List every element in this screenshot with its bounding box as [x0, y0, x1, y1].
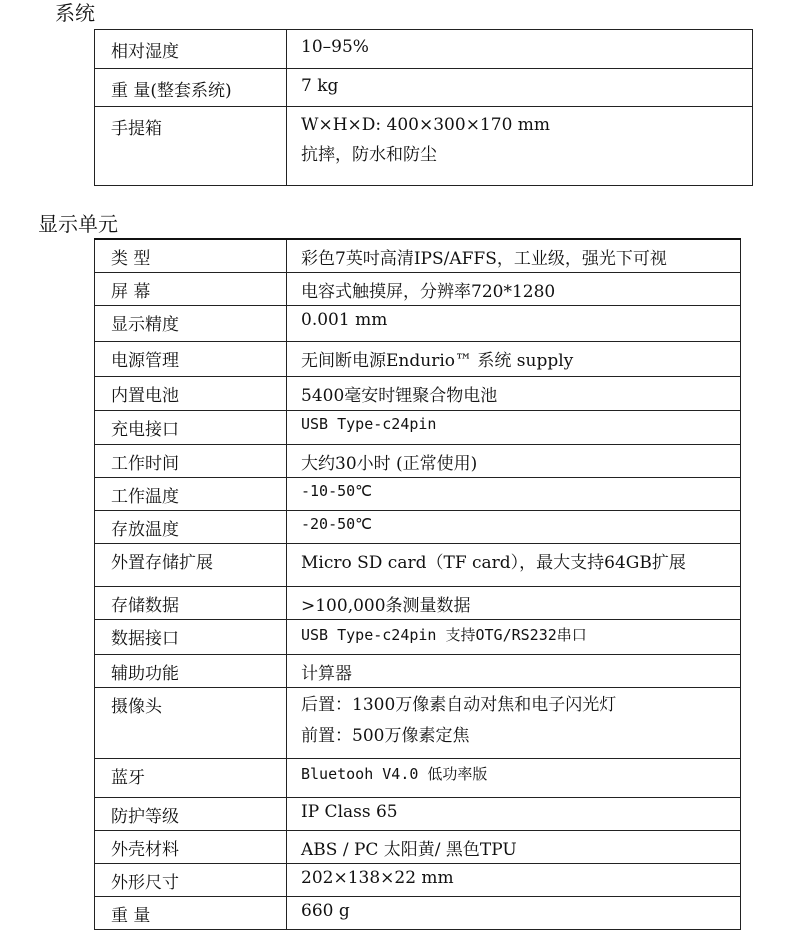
spec-key: 数据接口 — [95, 619, 287, 654]
spec-key: 充电接口 — [95, 410, 287, 444]
spec-value: 0.001 mm — [287, 305, 741, 341]
spec-value-line: 抗摔，防水和防尘 — [301, 145, 437, 165]
table-row — [95, 410, 741, 444]
table-row — [95, 272, 741, 305]
display-spec-table — [94, 238, 741, 930]
spec-value: USB Type-c24pin — [287, 410, 741, 444]
spec-key: 手提箱 — [95, 107, 287, 186]
table-row — [95, 896, 741, 929]
spec-key: 屏 幕 — [95, 272, 287, 305]
table-row — [95, 305, 741, 341]
table-row — [95, 30, 753, 69]
section-title-system: 系统 — [55, 1, 95, 25]
spec-value: 无间断电源Endurio™ 系统 supply — [287, 341, 741, 376]
spec-key: 重 量(整套系统) — [95, 69, 287, 107]
spec-value: USB Type-c24pin 支持OTG/RS232串口 — [287, 619, 741, 654]
table-row — [95, 341, 741, 376]
spec-key: 辅助功能 — [95, 654, 287, 687]
spec-key: 类 型 — [95, 239, 287, 272]
spec-value: >100,000条测量数据 — [287, 586, 741, 619]
spec-key: 相对湿度 — [95, 30, 287, 69]
spec-value: 660 g — [287, 896, 741, 929]
table-row — [95, 619, 741, 654]
spec-key: 外置存储扩展 — [95, 543, 287, 586]
spec-value: 计算器 — [287, 654, 741, 687]
table-row — [95, 586, 741, 619]
table-row — [95, 69, 753, 107]
spec-value: -20-50℃ — [287, 510, 741, 543]
spec-value: 电容式触摸屏，分辨率720*1280 — [287, 272, 741, 305]
spec-key: 外形尺寸 — [95, 863, 287, 896]
spec-value: Micro SD card（TF card），最大支持64GB扩展 — [287, 543, 741, 586]
spec-key: 蓝牙 — [95, 758, 287, 797]
table-row — [95, 510, 741, 543]
spec-value: 5400毫安时锂聚合物电池 — [287, 376, 741, 410]
spec-value: -10-50℃ — [287, 477, 741, 510]
spec-value: 202×138×22 mm — [287, 863, 741, 896]
spec-value-line: 后置：1300万像素自动对焦和电子闪光灯 — [301, 694, 617, 715]
table-row — [95, 654, 741, 687]
spec-value: 10–95% — [287, 30, 753, 69]
spec-key: 显示精度 — [95, 305, 287, 341]
spec-key: 存放温度 — [95, 510, 287, 543]
table-row — [95, 376, 741, 410]
spec-value: 7 kg — [287, 69, 753, 107]
table-row — [95, 758, 741, 797]
spec-value: IP Class 65 — [287, 797, 741, 830]
spec-key: 电源管理 — [95, 341, 287, 376]
table-row — [95, 107, 753, 186]
spec-value-line: W×H×D: 400×300×170 mm — [301, 115, 551, 135]
table-row — [95, 687, 741, 758]
table-row — [95, 543, 741, 586]
table-row — [95, 239, 741, 272]
table-row — [95, 863, 741, 896]
spec-value: ABS / PC 太阳黄/ 黑色TPU — [287, 830, 741, 863]
spec-value-line: 前置：500万像素定焦 — [301, 725, 470, 746]
spec-key: 重 量 — [95, 896, 287, 929]
spec-key: 工作时间 — [95, 444, 287, 477]
table-row — [95, 444, 741, 477]
system-spec-table — [94, 29, 753, 186]
table-row — [95, 797, 741, 830]
spec-value — [287, 687, 741, 758]
spec-key: 存储数据 — [95, 586, 287, 619]
spec-value — [287, 107, 753, 186]
spec-key: 外壳材料 — [95, 830, 287, 863]
table-row — [95, 477, 741, 510]
spec-key: 工作温度 — [95, 477, 287, 510]
spec-key: 防护等级 — [95, 797, 287, 830]
spec-key: 内置电池 — [95, 376, 287, 410]
spec-key: 摄像头 — [95, 687, 287, 758]
spec-value: 大约30小时 (正常使用) — [287, 444, 741, 477]
table-row — [95, 830, 741, 863]
spec-value: Bluetooh V4.0 低功率版 — [287, 758, 741, 797]
section-title-display: 显示单元 — [38, 212, 118, 236]
spec-value: 彩色7英吋高清IPS/AFFS，工业级，强光下可视 — [287, 239, 741, 272]
